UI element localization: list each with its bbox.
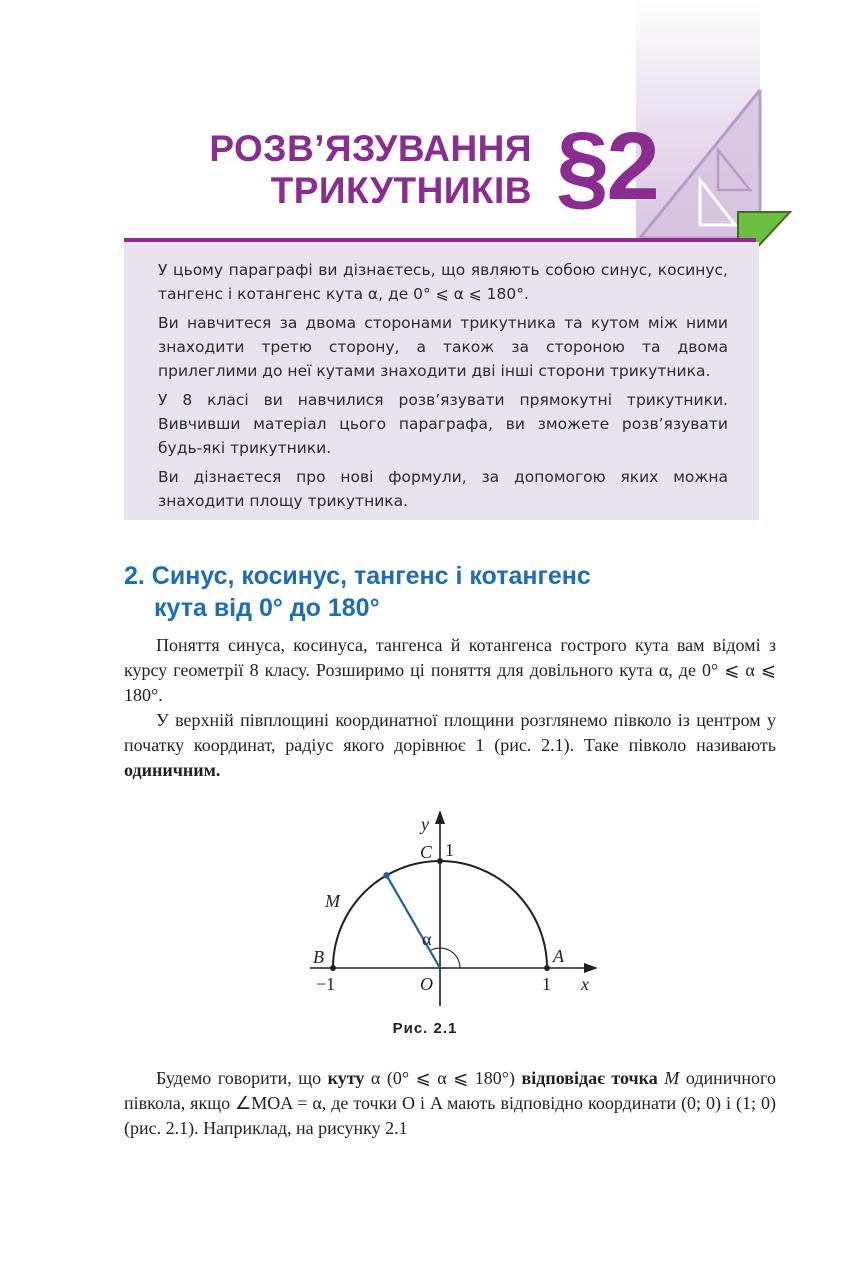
body-paragraph-2-text: У верхній півплощині координатної площини розглянемо півколо із центром у початку координат, радіус якого дорівнює 1 (рис. 2.1). Таке півколо називають: [124, 710, 776, 755]
term-corresponds-point: відповідає точка: [521, 1068, 658, 1088]
y-axis-arrow: [435, 810, 445, 824]
intro-paragraph-1: У цьому параграфі ви дізнаєтесь, що являють собою синус, косинус, тангенс і котангенс кута α, де 0° ⩽ α ⩽ 180°.: [158, 261, 728, 303]
label-x: x: [581, 974, 589, 994]
label-y: y: [421, 814, 429, 834]
figure-caption: Рис. 2.1: [392, 1020, 458, 1037]
segment-OM: [387, 875, 441, 968]
intro-paragraph-2: Ви навчитеся за двома сторонами трикутника та кутом між ними знаходити третю сторону, а також за стороною та двома прилеглими до неї кутами знаходити дві інші сторони трикутника.: [158, 314, 728, 380]
label-minus-one: −1: [316, 974, 336, 994]
body-paragraph-3: [124, 1066, 776, 1141]
section-heading-line-2: кута від 0° до 180°: [154, 594, 380, 622]
point-C: [437, 858, 443, 864]
section-heading: [124, 560, 764, 624]
label-alpha: α: [422, 929, 432, 949]
chapter-title-line-1: РОЗВ’ЯЗУВАННЯ: [209, 128, 532, 169]
body-text-top: [124, 633, 776, 783]
body-text-bottom: [124, 1066, 776, 1141]
p3-text-c: α (0° ⩽ α ⩽ 180°): [364, 1068, 522, 1088]
label-one-y: 1: [445, 840, 454, 860]
p3-point-M: M: [657, 1068, 680, 1088]
label-C: C: [420, 842, 433, 862]
chapter-number: §2: [556, 113, 657, 220]
unit-semicircle-figure: [300, 808, 620, 1008]
section-heading-line-1: 2. Синус, косинус, тангенс і котангенс: [124, 562, 591, 590]
label-one-x: 1: [542, 974, 551, 994]
point-B: [330, 965, 336, 971]
body-paragraph-1: Поняття синуса, косинуса, тангенса й котангенса гострого кута вам відомі з курсу геометрії 8 класу. Розширимо ці поняття для довільного кута α, де 0° ⩽ α ⩽ 180°.: [124, 635, 776, 705]
intro-text: [158, 258, 728, 518]
term-unit-semicircle: одиничним.: [124, 760, 221, 780]
body-paragraph-2: [124, 708, 776, 783]
chapter-title: [150, 128, 532, 212]
label-O: O: [420, 974, 433, 994]
term-angle: куту: [327, 1068, 365, 1088]
intro-paragraph-4: Ви дізнаєтеся про нові формули, за допомогою яких можна знаходити площу трикутника.: [158, 468, 728, 510]
label-A: A: [553, 946, 564, 966]
chapter-title-line-2: ТРИКУТНИКІВ: [270, 170, 532, 211]
point-A: [544, 965, 550, 971]
p3-text-a: Будемо говорити, що: [156, 1068, 328, 1088]
point-M: [383, 872, 389, 878]
x-axis-arrow: [584, 963, 598, 973]
label-M: M: [325, 891, 340, 911]
intro-paragraph-3: У 8 класі ви навчилися розв’язувати прямокутні трикутники. Вивчивши матеріал цього параграфа, ви зможете розв’язувати будь-які трикутники.: [158, 391, 728, 457]
label-B: B: [313, 947, 324, 967]
p3-text-f: одиничного півкола, якщо ∠MOA = α, де точки O і A мають відповідно координати (0; 0) і (1; 0) (рис. 2.1). Наприклад, на рисунку 2.1: [124, 1068, 776, 1138]
